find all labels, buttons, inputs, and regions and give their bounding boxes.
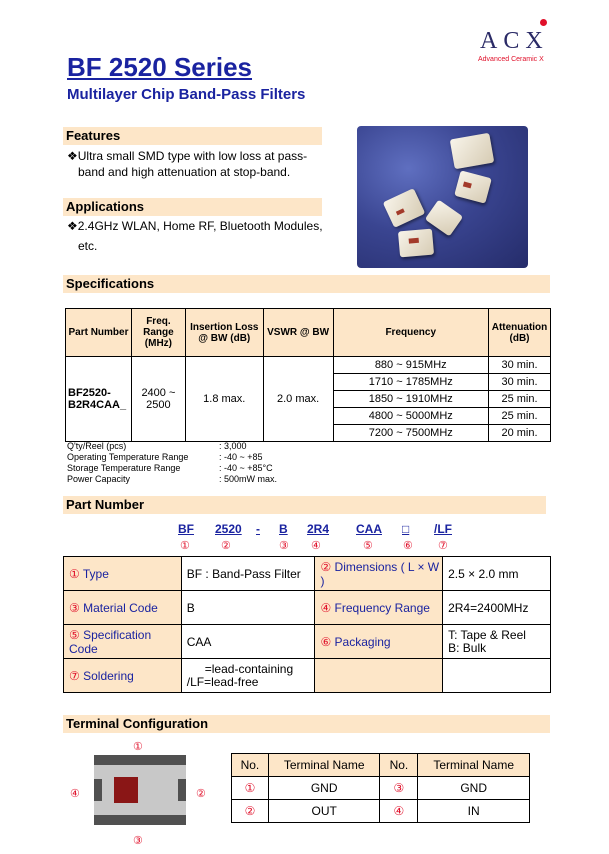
chip-image [450,133,495,169]
label-frequency-range: ④ Frequency Range [315,591,443,625]
part-number-heading: Part Number [63,496,546,514]
header-terminal-name: Terminal Name [418,754,530,777]
attenuation-cell: 30 min. [489,374,551,391]
value-specification-code: CAA [181,625,315,659]
label-packaging: ⑥ Packaging [315,625,443,659]
value-material-code: B [181,591,315,625]
code-num-1: ① [180,540,190,552]
terminal-label-right: ② [196,788,206,800]
code-lf: /LF [434,522,452,536]
chip-image [383,188,426,228]
header-vswr: VSWR @ BW [263,309,333,357]
vswr-cell: 2.0 max. [263,357,333,442]
label-soldering: ⑦ Soldering [64,659,182,693]
note-power [67,474,278,484]
value-dimensions: 2.5 × 2.0 mm [443,557,551,591]
code-num-5: ⑤ [363,540,373,552]
frequency-cell: 4800 ~ 5000MHz [333,408,489,425]
applications-line-2: etc. [78,239,98,253]
code-2r4: 2R4 [307,522,330,536]
terminal-pad-right [178,779,186,801]
code-num-3: ③ [279,540,289,552]
attenuation-cell: 25 min. [489,391,551,408]
logo-text: ACX [480,28,549,54]
code-num-7: ⑦ [438,540,448,552]
freq-range-cell: 2400 ~ 2500 [131,357,185,442]
page-title: BF 2520 Series [67,52,253,82]
label-dimensions: ② Dimensions ( L × W ) [315,557,443,591]
value-frequency-range: 2R4=2400MHz [443,591,551,625]
code-num-6: ⑥ [403,540,413,552]
header-frequency: Frequency [333,309,489,357]
frequency-cell: 1850 ~ 1910MHz [333,391,489,408]
label-specification-code: ⑤ Specification Code [64,625,182,659]
chip-body [94,755,186,825]
header-terminal-name: Terminal Name [268,754,380,777]
terminal-no: ③ [380,777,418,800]
header-no: No. [380,754,418,777]
logo-subtitle: Advanced Ceramic X [478,56,544,63]
part-number-cell: BF2520-B2R4CAA_ [66,357,132,442]
code-num-2: ② [221,540,231,552]
part-number-table [63,556,551,693]
terminal-no: ④ [380,800,418,823]
terminal-label-bottom: ③ [133,835,143,847]
attenuation-cell: 25 min. [489,408,551,425]
value-packaging: T: Tape & Reel B: Bulk [443,625,551,659]
attenuation-cell: 30 min. [489,357,551,374]
note-storage-temp [67,463,273,473]
page-subtitle: Multilayer Chip Band-Pass Filters [67,86,306,103]
terminal-name: GND [418,777,530,800]
terminal-no: ② [232,800,269,823]
code-box: □ [402,522,410,536]
product-photo [357,126,528,268]
code-b: B [279,522,288,536]
chip-image [398,229,434,258]
value-soldering: =lead-containing /LF=lead-free [181,659,315,693]
acx-logo [470,18,560,68]
applications-heading: Applications [63,198,322,216]
features-line-1: ❖Ultra small SMD type with low loss at pass- [67,149,308,163]
frequency-cell: 1710 ~ 1785MHz [333,374,489,391]
frequency-cell: 880 ~ 915MHz [333,357,489,374]
terminal-label-top: ① [133,741,143,753]
note-label: Q'ty/Reel (pcs) [67,441,127,451]
empty-label-cell [315,659,443,693]
note-value: : 3,000 [219,441,247,451]
code-bf: BF [178,522,194,536]
code-num-4: ④ [311,540,321,552]
note-label: Operating Temperature Range [67,452,189,462]
terminal-name: OUT [268,800,380,823]
code-2520: 2520 [215,522,242,536]
header-no: No. [232,754,269,777]
header-insertion-loss: Insertion Loss @ BW (dB) [185,309,263,357]
terminal-pad-left [94,779,102,801]
label-type: ① Type [64,557,182,591]
code-dash: - [256,522,260,536]
note-label: Power Capacity [67,474,131,484]
terminal-pad-top [94,755,186,765]
terminal-label-left: ④ [70,788,80,800]
label-material-code: ③ Material Code [64,591,182,625]
insertion-loss-cell: 1.8 max. [185,357,263,442]
header-part-number: Part Number [66,309,132,357]
chip-image [454,170,492,203]
note-value: : -40 ~ +85 [219,452,263,462]
terminal-name: GND [268,777,380,800]
terminal-no: ① [232,777,269,800]
header-freq-range: Freq. Range (MHz) [131,309,185,357]
note-value: : -40 ~ +85°C [219,463,273,473]
code-caa: CAA [356,522,382,536]
specifications-table [65,308,551,442]
terminal-table [231,753,530,823]
orientation-mark [114,777,138,803]
header-attenuation: Attenuation (dB) [489,309,551,357]
features-line-2: band and high attenuation at stop-band. [78,165,291,179]
note-operating-temp [67,452,263,462]
note-value: : 500mW max. [219,474,278,484]
note-label: Storage Temperature Range [67,463,181,473]
terminal-name: IN [418,800,530,823]
terminal-pad-bottom [94,815,186,825]
applications-line-1: ❖2.4GHz WLAN, Home RF, Bluetooth Modules, [67,219,323,233]
terminal-heading: Terminal Configuration [63,715,550,733]
value-type: BF : Band-Pass Filter [181,557,315,591]
specifications-heading: Specifications [63,275,550,293]
features-heading: Features [63,127,322,145]
frequency-cell: 7200 ~ 7500MHz [333,425,489,442]
note-qty [67,441,247,451]
terminal-diagram [94,755,186,825]
empty-value-cell [443,659,551,693]
attenuation-cell: 20 min. [489,425,551,442]
logo-dot-icon [540,19,547,26]
